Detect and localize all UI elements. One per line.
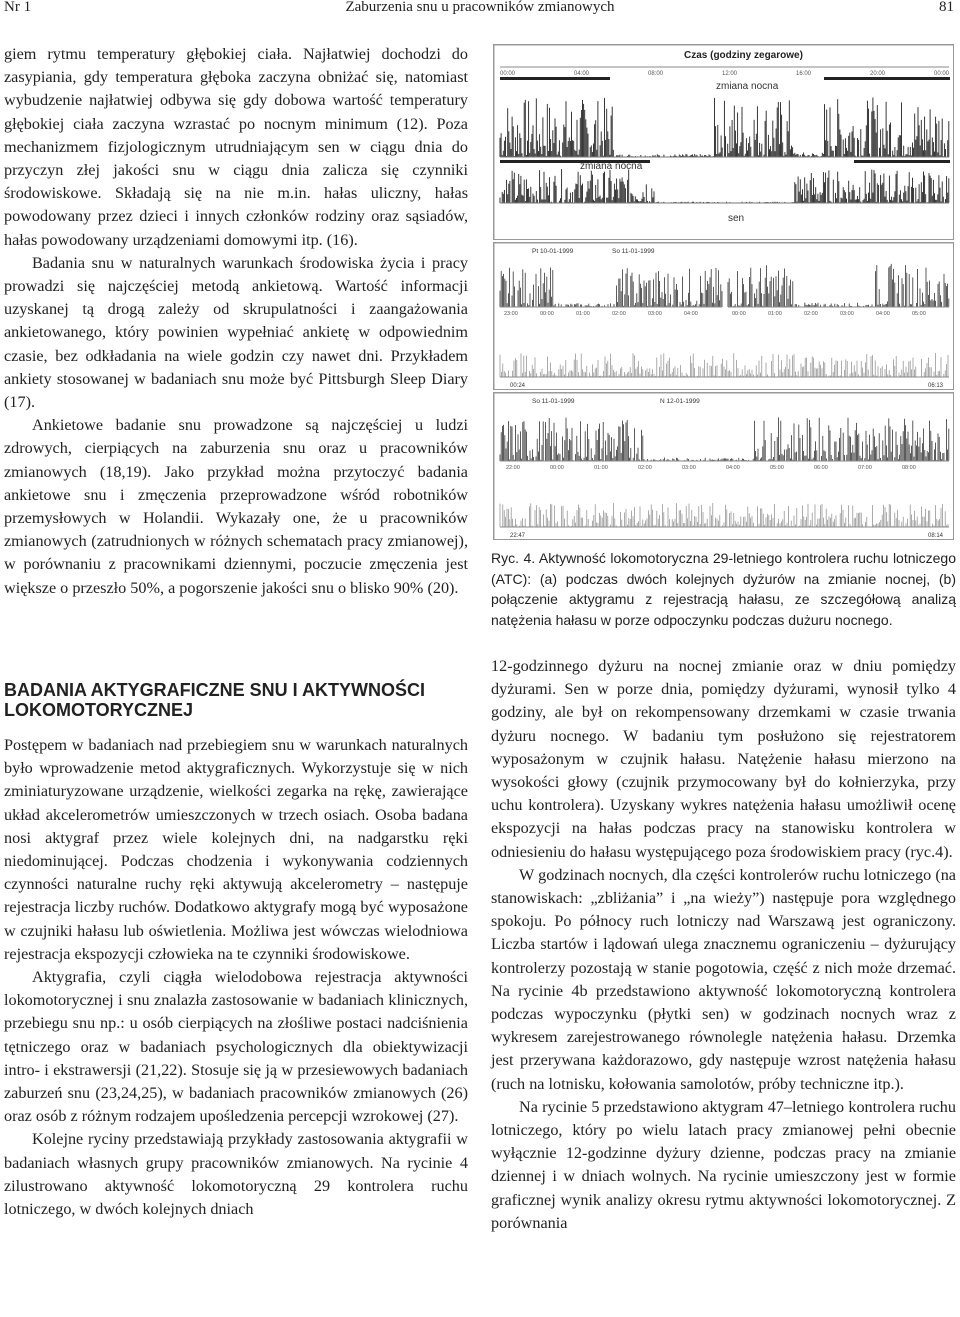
actigram-panel-b2 — [493, 392, 954, 540]
paragraph: 12-godzinnego dyżuru na nocnej zmianie oraz w dniu pomiędzy dyżurami. Sen w porze dnia, pomiędzy dyżurami, wynosił tylko 4 godziny, ale był on rekompensowany drzemkami w czasie trwania dyżuru nocnego. W badaniu tym posłużono się rejestratorem wyposażonym w czujnik hałasu. Natężenie hałasu mierzono na wysokości głowy (czujnik przymocowany był do kołnierzyka, przy uchu kontrolera). Uzyskany wykres natężenia hałasu umożliwił ocenę ekspozycji na hałas podczas pracy na stanowisku kontrolera w odniesieniu do hałasu występującego poza środowiskiem pracy (ryc.4). — [491, 657, 956, 861]
paragraph: Postępem w badaniach nad przebiegiem snu w warunkach naturalnych było wprowadzenie metod aktygraficznych. Wykorzystuje się w nich zminiaturyzowane urządzenie, wielkości zegarka na rękę, zawierające układ akcelerometrów umieszczonych w trzech osiach. Osoba badana nosi aktygraf przez wiele kolejnych dni, na nadgarstku ręki niedominującej. Podczas chodzenia i wykonywania codziennych czynności naturalne ruchy ręki aktywują akcelerometry – następuje rejestracja liczby ruchów. Dodatkowo aktygrafy mogą być wyposażone w czujniki hałasu lub oświetlenia. Możliwa jest wówczas wielodniowa rejestracja ekspozycji człowieka na te czynniki środowiskowe. — [4, 736, 468, 963]
night-shift-bar-top — [500, 77, 610, 80]
running-title: Zaburzenia snu u pracowników zmianowych — [345, 0, 615, 15]
paragraph: giem rytmu temperatury głębokiej ciała. Najłatwiej dochodzi do zasypiania, gdy temperatura głęboka zaczyna obniżać się, natomiast wybudzenie najłatwiej odbywa się gdy dobowa wartość temperatury głębokiej ciała zaczyna wzrastać po nocnym minimum (12). Poza mechanizmem fizjologicznym utrudniającym sen w ciągu dnia do przyczyn złej jakości snu w ciągu dnia zalicza się czynniki środowiskowe. Składają się na nie m.in. hałas uliczny, hałas powodowany przez dzieci i innych członków rodziny oraz sąsiadów, hałas powodowany urządzeniami domowymi itp. (16). — [4, 45, 468, 249]
date-left: So 11-01-1999 — [532, 398, 575, 405]
left-column-bottom — [4, 734, 468, 1221]
page-number: 81 — [939, 0, 954, 15]
tick-label: 01:00 — [594, 465, 608, 471]
figure-actigram — [493, 44, 954, 540]
date-left: Pt 10-01-1999 — [532, 248, 574, 255]
tick-label: 02:00 — [638, 465, 652, 471]
tick-label: 04:00 — [726, 465, 740, 471]
tick-label: 01:00 — [768, 311, 782, 317]
tick-label: 00:00 — [934, 71, 950, 77]
left-column-top — [4, 43, 468, 600]
time-right: 06:13 — [928, 383, 944, 389]
caption-text: Aktywność lokomotoryczna 29-letniego kontrolera ruchu lotniczego (ATC): (a) podczas dwóch kolejnych dyżurów na zmianie nocnej, (b) połączenie aktygramu z rejestracją hałasu, ze szczegółową analizą natężenia hałasu w porze odpoczynku podczas dużuru nocnego. — [491, 550, 956, 628]
time-left: 22:47 — [510, 533, 526, 539]
tick-label: 01:00 — [576, 311, 590, 317]
journal-issue: Nr 1 — [4, 0, 32, 15]
tick-label: 23:00 — [504, 311, 518, 317]
paragraph: Ankietowe badanie snu prowadzone są najczęściej u ludzi zdrowych, cierpiących na zaburzenia snu oraz u pracowników zmianowych (18,19). Jako przykład można przytoczyć badania ankietowe snu i zmęczenia przeprowadzone wśród robotników przemysłowych w Holandii. Wykazały one, że u pracowników zmianowych (zatrudnionych w różnych schematach pracy zmianowej), w porównaniu z pracownikami dziennymi, poczucie zmęczenia jest większe o przeszło 50%, a pogorszenie jakości snu o blisko 90% (20). — [4, 416, 468, 597]
figure-caption — [491, 548, 956, 630]
running-header — [0, 0, 960, 16]
tick-label: 03:00 — [682, 465, 696, 471]
label-night-shift-2: zmiana nocna — [580, 161, 643, 172]
tick-label: 03:00 — [840, 311, 854, 317]
tick-label: 07:00 — [858, 465, 872, 471]
actigram-panel-a — [493, 44, 954, 240]
caption-label: Ryc. 4. — [491, 550, 536, 566]
paragraph: Kolejne ryciny przedstawiają przykłady zastosowania aktygrafii w badaniach własnych grupy pracowników zmianowych. Na rycinie 4 zilustrowano aktywność lokomotoryczną 29 kontrolera ruchu lotniczego, w dwóch kolejnych dniach — [4, 1130, 468, 1219]
tick-label: 12:00 — [722, 71, 738, 77]
date-right: So 11-01-1999 — [612, 248, 655, 255]
label-sleep: sen — [728, 213, 745, 224]
paragraph: W godzinach nocnych, dla części kontrolerów ruchu lotniczego (na stanowiskach: „zbliżania” i „na wieży”) następuje pora względnego spokoju. Po północy ruch lotniczy nad Warszawą jest ograniczony. Liczba startów i lądowań ulega znacznemu ograniczeniu – dyżurujący kontrolerzy pozostają w stanie pogotowia, część z nich może drzemać. Na rycinie 4b przedstawiono aktywność lokomotoryczną kontrolera podczas wypoczynku (płytki sen) w godzinach nocnych wraz z wykresem zarejestrowanego równolegle natężenia hałasu. Drzemka jest przerywana każdorazowo, gdy następuje wzrost natężenia hałasu (ruch na lotnisku, kołowania samolotów, próby techniczne itp.). — [491, 865, 956, 1093]
tick-label: 00:00 — [550, 465, 564, 471]
tick-label: 16:00 — [796, 71, 812, 77]
label-night-shift: zmiana nocna — [716, 81, 779, 92]
night-shift-bar-top-2 — [824, 77, 950, 80]
tick-label: 04:00 — [684, 311, 698, 317]
actigram-panel-b1 — [493, 242, 954, 390]
tick-label: 22:00 — [506, 465, 520, 471]
tick-label: 04:00 — [574, 71, 590, 77]
tick-label: 06:00 — [814, 465, 828, 471]
tick-label: 08:00 — [902, 465, 916, 471]
right-column — [491, 655, 956, 1235]
tick-label: 04:00 — [876, 311, 890, 317]
tick-label: 00:00 — [732, 311, 746, 317]
panel-a-title: Czas (godziny zegarowe) — [684, 50, 803, 61]
tick-label: 03:00 — [648, 311, 662, 317]
tick-label: 00:00 — [500, 71, 516, 77]
paragraph: Badania snu w naturalnych warunkach środowiska życia i pracy prowadzi się najczęściej metodą ankietową. Wartość informacji uzyskanej tą drogą zależy od skrupulatności i zaangażowania ankietowanego, który powinien wypełniać ankietę w odpowiednim czasie, bez odkładania na wiele godzin czy nawet dni. Przykładem ankiety stosowanej w badaniach snu może być Pittsburgh Sleep Diary (17). — [4, 253, 468, 412]
tick-label: 00:00 — [540, 311, 554, 317]
time-right: 08:14 — [928, 533, 944, 539]
tick-label: 08:00 — [648, 71, 664, 77]
tick-label: 05:00 — [770, 465, 784, 471]
tick-label: 05:00 — [912, 311, 926, 317]
tick-label: 20:00 — [870, 71, 886, 77]
paragraph: Aktygrafia, czyli ciągła wielodobowa rejestracja aktywności lokomotorycznej i snu znalazła zastosowanie w badaniach klinicznych, przebiegu snu np.: u osób cierpiących na złośliwe postaci nadciśnienia tętniczego oraz w badaniach psychologicznych dla obiektywizacji intro- i ekstrawersji (21,22). Stosuje się ją w przesiewowych badaniach zaburzeń snu (23,24,25), w badaniach pracowników zmianowych (26) oraz osób z różnym rodzajem upośledzenia percepcji wzrokowej (27). — [4, 968, 468, 1126]
paragraph: Na rycinie 5 przedstawiono aktygram 47–letniego kontrolera ruchu lotniczego, który po wielu latach pracy zmianowej pełni obecnie wyłącznie 12-godzinne dyżury dzienne, podczas pracy na zmianie dziennej i w dniach wolnych. Na rycinie umieszczony jest w formie graficznej wynik analizy okresu rytmu aktywności lokomotorycznej. Z porównania — [491, 1097, 956, 1232]
time-left: 00:24 — [510, 383, 526, 389]
date-right: N 12-01-1999 — [660, 398, 700, 405]
tick-label: 02:00 — [804, 311, 818, 317]
section-heading: BADANIA AKTYGRAFICZNE SNU I AKTYWNOŚCI LOKOMOTORYCZNEJ — [4, 680, 425, 720]
night-shift-bar-bottom-2 — [854, 160, 950, 163]
tick-label: 02:00 — [612, 311, 626, 317]
